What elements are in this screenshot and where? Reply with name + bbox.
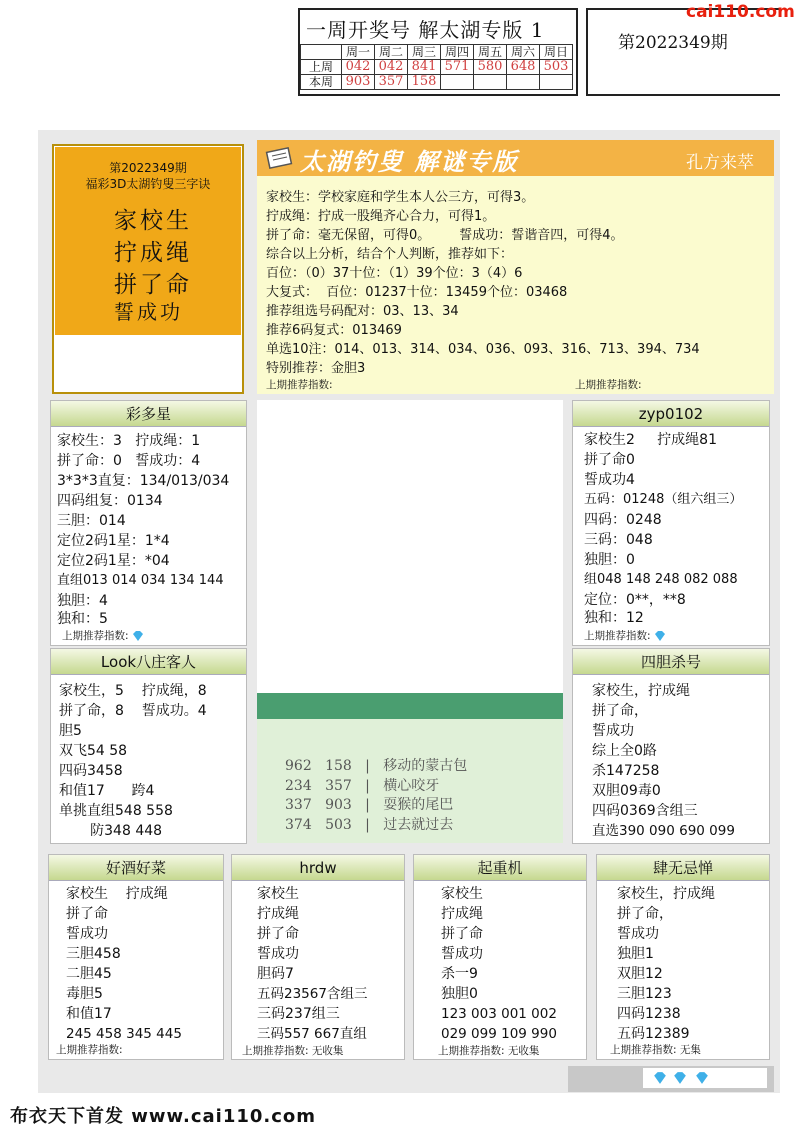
draw-number: 042 <box>375 60 408 75</box>
panel-line: 拼了命0 <box>584 452 635 468</box>
panel-line: 独和：5 <box>57 611 108 627</box>
panel-line: 三胆123 <box>617 986 672 1002</box>
qizhongji-panel <box>413 854 587 1060</box>
qizhongji-title: 起重机 <box>414 855 586 881</box>
panel-line: 和值17 跨4 <box>59 783 155 799</box>
panel-line: 三码557 667直组 <box>257 1026 367 1042</box>
main-lines <box>266 188 700 378</box>
panel-line: 家校生 拧成绳 <box>66 886 168 902</box>
weekday-label: 周一 <box>342 45 375 60</box>
panel-line: 杀147258 <box>592 763 660 779</box>
poem-line: 誓成功 <box>114 300 183 324</box>
main-title: 太湖钓叟 解谜专版 <box>300 147 519 176</box>
center-green-bar <box>257 693 563 719</box>
weekday-label: 周二 <box>375 45 408 60</box>
panel-line: 家校生，拧成绳 <box>617 886 715 902</box>
panel-line: 拼了命：0 誓成功：4 <box>57 453 201 469</box>
main-footer-right: 上期推荐指数: <box>575 379 642 391</box>
panel-line: 家校生，5 拧成绳，8 <box>59 683 207 699</box>
panel-line: 直组013 014 034 134 144 <box>57 573 224 588</box>
riddle-row: 337 903 | 耍猴的尾巴 <box>285 797 454 813</box>
panel-line: 和值17 <box>66 1006 112 1022</box>
panel-line: 拼了命， <box>592 703 648 719</box>
panel-line: 誓成功 <box>592 723 634 739</box>
panel-line: 家校生，拧成绳 <box>592 683 690 699</box>
poem-line: 拼了命 <box>114 272 192 298</box>
diamond-icon <box>653 1072 667 1084</box>
panel-line: 单挑直组548 558 <box>59 803 173 819</box>
panel-line: 防348 448 <box>59 823 163 839</box>
header-title: 一周开奖号 解太湖专版 1 <box>306 18 545 42</box>
main-line: 百位：（0）37十位：（1）39个位：3（4）6 <box>266 266 523 281</box>
panel-line: 拧成绳 <box>441 906 483 922</box>
rating-box <box>643 1068 767 1088</box>
draw-number <box>540 75 573 90</box>
zyp-title: zyp0102 <box>573 401 769 427</box>
poem-period: 第2022349期 <box>109 161 187 175</box>
panel-line: 誓成功4 <box>584 472 635 488</box>
panel-line: 组048 148 248 082 088 <box>584 572 738 587</box>
panel-line: 三码237组三 <box>257 1006 340 1022</box>
draw-number: 357 <box>375 75 408 90</box>
panel-line: 拼了命 <box>441 926 483 942</box>
sidan-title: 四胆杀号 <box>573 649 769 675</box>
panel-line: 拼了命 <box>66 906 108 922</box>
caiduoxing-footer <box>62 628 144 643</box>
draw-number: 841 <box>408 60 441 75</box>
weekly-draw-table <box>300 44 573 90</box>
main-line: 推荐组选号码配对：03、13、34 <box>266 304 459 319</box>
draw-number: 648 <box>507 60 540 75</box>
panel-line: 三胆：014 <box>57 513 126 529</box>
siwu-title: 肆无忌惮 <box>597 855 769 881</box>
weekday-label: 周日 <box>540 45 573 60</box>
panel-line: 胆5 <box>59 723 82 739</box>
this-week-label: 本周 <box>301 75 342 90</box>
panel-line: 拼了命 <box>257 926 299 942</box>
panel-line: 誓成功 <box>617 926 659 942</box>
footer-text: 布衣天下首发 www.cai110.com <box>10 1106 317 1127</box>
diamond-icon <box>654 631 666 641</box>
panel-line: 誓成功 <box>66 926 108 942</box>
panel-line: 家校生：3 拧成绳：1 <box>57 433 201 449</box>
weekday-label: 周六 <box>507 45 540 60</box>
poem-line: 家校生 <box>114 208 192 234</box>
last-week-label: 上周 <box>301 60 342 75</box>
riddle-row: 234 357 | 横心咬牙 <box>285 778 440 794</box>
panel-line: 拧成绳 <box>257 906 299 922</box>
main-footer-left: 上期推荐指数: <box>266 379 333 391</box>
panel-line: 双胆12 <box>617 966 663 982</box>
panel-line: 家校生2 拧成绳81 <box>584 432 717 448</box>
site-logo[interactable]: cai110.com <box>686 2 795 22</box>
main-line: 大复式： 百位：01237十位：13459个位：03468 <box>266 285 568 300</box>
main-line: 特别推荐：金胆3 <box>266 361 366 376</box>
draw-number: 903 <box>342 75 375 90</box>
draw-number: 571 <box>441 60 474 75</box>
main-line: 拧成绳：拧成一股绳齐心合力，可得1。 <box>266 209 496 224</box>
panel-line: 245 458 345 445 <box>66 1026 182 1042</box>
panel-line: 四码0369含组三 <box>592 803 698 819</box>
main-line: 综合以上分析，结合个人判断，推荐如下： <box>266 247 514 262</box>
siwu-panel <box>596 854 770 1060</box>
panel-line: 定位2码1星：1*4 <box>57 533 170 549</box>
panel-line: 四码组复：0134 <box>57 493 163 509</box>
sidan-panel <box>572 648 770 844</box>
panel-line: 独胆：4 <box>57 593 108 609</box>
panel-line: 拼了命，8 誓成功。4 <box>59 703 207 719</box>
panel-line: 独胆：0 <box>584 552 635 568</box>
draw-number <box>441 75 474 90</box>
draw-number <box>474 75 507 90</box>
main-line: 拼了命：毫无保留，可得0。 誓成功：誓谐音四，可得4。 <box>266 228 624 243</box>
haojiu-title: 好酒好菜 <box>49 855 223 881</box>
draw-number <box>507 75 540 90</box>
panel-line: 三码：048 <box>584 532 653 548</box>
main-line: 单选10注：014、013、314、034、036、093、316、713、394、734 <box>266 342 700 357</box>
caiduoxing-panel <box>50 400 247 646</box>
weekday-label: 周四 <box>441 45 474 60</box>
look-panel <box>50 648 247 844</box>
weekday-label: 周三 <box>408 45 441 60</box>
panel-line: 胆码7 <box>257 966 294 982</box>
diamond-icon <box>673 1072 687 1084</box>
hrdw-panel <box>231 854 405 1060</box>
panel-line: 123 003 001 002 <box>441 1006 557 1022</box>
panel-line: 直选390 090 690 099 <box>592 823 735 839</box>
center-blank <box>257 400 563 693</box>
look-title: Look八庄客人 <box>51 649 246 675</box>
draw-number: 580 <box>474 60 507 75</box>
haojiu-panel <box>48 854 224 1060</box>
panel-line: 3*3*3直复：134/013/034 <box>57 473 230 489</box>
scroll-icon <box>264 144 296 172</box>
panel-line: 誓成功 <box>441 946 483 962</box>
panel-line: 五码：01248（组六组三） <box>584 492 743 507</box>
poem-header <box>55 160 241 192</box>
panel-line: 二胆45 <box>66 966 112 982</box>
main-line: 家校生：学校家庭和学生本人公三方，可得3。 <box>266 190 535 205</box>
panel-line: 誓成功 <box>257 946 299 962</box>
caiduoxing-title: 彩多星 <box>51 401 246 427</box>
draw-number: 158 <box>408 75 441 90</box>
weekday-label: 周五 <box>474 45 507 60</box>
riddle-row: 374 503 | 过去就过去 <box>285 817 454 833</box>
footer-label: 上期推荐指数: <box>62 630 129 642</box>
diamond-icon <box>695 1072 709 1084</box>
main-line: 推荐6码复式：013469 <box>266 323 402 338</box>
panel-line: 家校生 <box>257 886 299 902</box>
panel-line: 四码3458 <box>59 763 123 779</box>
panel-line: 综上全0路 <box>592 743 657 759</box>
hrdw-footer: 上期推荐指数: 无收集 <box>242 1045 344 1057</box>
panel-line: 独和：12 <box>584 610 644 626</box>
panel-line: 四码1238 <box>617 1006 681 1022</box>
panel-line: 家校生 <box>441 886 483 902</box>
riddle-row: 962 158 | 移动的蒙古包 <box>285 758 468 774</box>
draw-number: 503 <box>540 60 573 75</box>
zyp-footer <box>584 628 666 643</box>
panel-line: 双胆09毒0 <box>592 783 661 799</box>
panel-line: 029 099 109 990 <box>441 1026 557 1042</box>
panel-line: 独胆1 <box>617 946 654 962</box>
period-number: 第2022349期 <box>618 33 728 53</box>
draw-number: 042 <box>342 60 375 75</box>
panel-line: 三胆458 <box>66 946 121 962</box>
panel-line: 定位2码1星：*04 <box>57 553 170 569</box>
panel-line: 双飞54 58 <box>59 743 128 759</box>
panel-line: 独胆0 <box>441 986 478 1002</box>
footer-label: 上期推荐指数: <box>584 630 651 642</box>
siwu-footer: 上期推荐指数: 无集 <box>610 1044 701 1056</box>
hrdw-title: hrdw <box>232 855 404 881</box>
panel-line: 毒胆5 <box>66 986 103 1002</box>
panel-line: 五码23567含组三 <box>257 986 368 1002</box>
main-author: 孔方来萃 <box>686 153 754 173</box>
zyp-panel <box>572 400 770 646</box>
panel-line: 五码12389 <box>617 1026 690 1042</box>
panel-line: 定位：0**，**8 <box>584 592 686 608</box>
panel-line: 拼了命， <box>617 906 673 922</box>
panel-line: 四码：0248 <box>584 512 662 528</box>
poem-subtitle: 福彩3D太湖钓叟三字诀 <box>85 177 211 191</box>
haojiu-footer: 上期推荐指数: <box>56 1044 123 1056</box>
panel-line: 杀一9 <box>441 966 478 982</box>
poem-line: 拧成绳 <box>114 240 192 266</box>
qizhongji-footer: 上期推荐指数: 无收集 <box>438 1045 540 1057</box>
diamond-icon <box>132 631 144 641</box>
